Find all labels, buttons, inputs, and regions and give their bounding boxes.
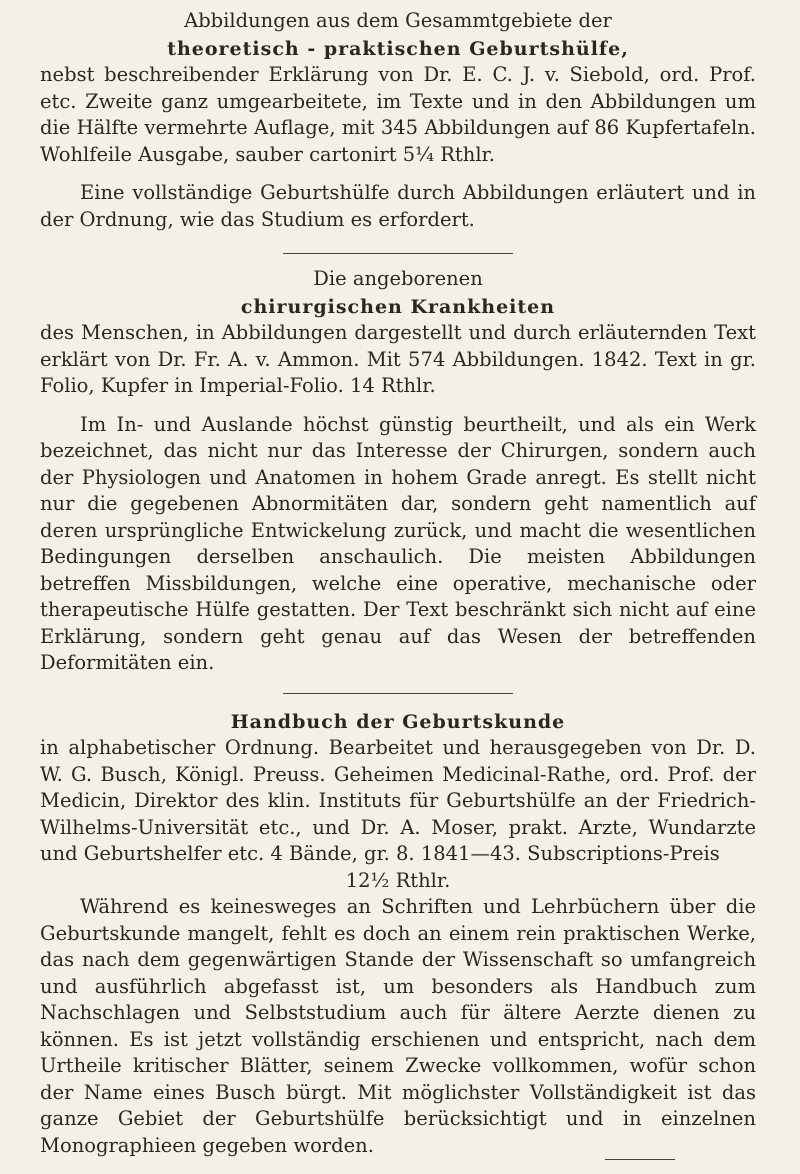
section-divider <box>283 693 513 694</box>
section3-description: in alphabetischer Ordnung. Bearbeitet und herausgegeben von Dr. D. W. G. Busch, Königl. Preuss. Geheimen Medicinal-Rathe, ord. Prof. der Medicin, Direktor des klin. Instituts für Geburtshülfe an der Friedrich-Wilhelms-Universität etc., und Dr. A. Moser, prakt. Arzte, Wundarzte und Geburtshelfer etc. 4 Bände, gr. 8. 1841—43. Subscriptions-Preis <box>40 736 756 865</box>
section2-review: Im In- und Auslande höchst günstig beurtheilt, und als ein Werk bezeichnet, das nicht nur das Interesse der Chirurgen, sondern auch der Physiologen und Anatomen in hohem Grade anregt. Es stellt nicht nur die gegebenen Abnormitäten dar, sondern geht namentlich auf deren ursprüngliche Entwickelung zurück, und macht die wesentlichen Bedingungen derselben anschaulich. Die meisten Abbildungen betreffen Missbildungen, welche eine operative, mechanische oder therapeutische Hülfe gestatten. Der Text beschränkt sich nicht auf eine Erklärung, sondern geht genau auf das Wesen der betreffenden Deformitäten ein. <box>40 412 756 674</box>
section3-review: Während es keinesweges an Schriften und Lehrbüchern über die Geburtskunde mangelt, fehlt es doch an einem rein praktischen Werke, das nach dem gegenwärtigen Stande der Wissenschaft so umfangreich und ausführlich abgefasst ist, um besonders als Handbuch zum Nachschlagen und Selbststudium auch für ältere Aerzte dienen zu können. Es ist jetzt vollständig erschienen und entspricht, nach dem Urtheile kritischer Blätter, seinem Zwecke vollkommen, wofür schon der Name eines Busch bürgt. Mit möglichster Vollständigkeit ist das ganze Gebiet der Geburtshülfe berücksichtigt und in einzelnen Monographieen gegeben worden. <box>40 895 756 1157</box>
section1-note: Eine vollständige Geburtshülfe durch Abbildungen erläutert und in der Ordnung, wie das Studium es erfordert. <box>40 181 756 231</box>
section-divider <box>283 253 513 254</box>
section1-title <box>40 35 756 63</box>
section1-title-text: theoretisch - praktischen Geburtshülfe, <box>167 37 629 60</box>
section2-title-text: chirurgischen Krankheiten <box>240 295 556 318</box>
section3-price: 12½ Rthlr. <box>345 868 451 892</box>
section2-description: des Menschen, in Abbildungen dargestellt und durch erläuternden Text erklärt von Dr. Fr. A. v. Ammon. Mit 574 Abbildungen. 1842. Text in gr. Folio, Kupfer in Imperial-Folio. 14 Rthlr. <box>40 321 756 397</box>
section2-intro: Die angeborenen <box>313 267 483 290</box>
section1-intro: Abbildungen aus dem Gesammtgebiete der <box>184 9 612 32</box>
section2-title <box>40 293 756 321</box>
section1-description: nebst beschreibender Erklärung von Dr. E. C. J. v. Siebold, ord. Prof. etc. Zweite ganz umgearbeitete, im Texte und in den Abbildungen um die Hälfte vermehrte Auflage, mit 345 Abbildungen auf 86 Kupfertafeln. Wohlfeile Ausgabe, sauber cartonirt 5¼ Rthlr. <box>40 63 756 166</box>
section3-title <box>40 708 756 736</box>
end-rule <box>605 1159 675 1160</box>
section3-title-text: Handbuch der Geburtskunde <box>230 710 566 733</box>
